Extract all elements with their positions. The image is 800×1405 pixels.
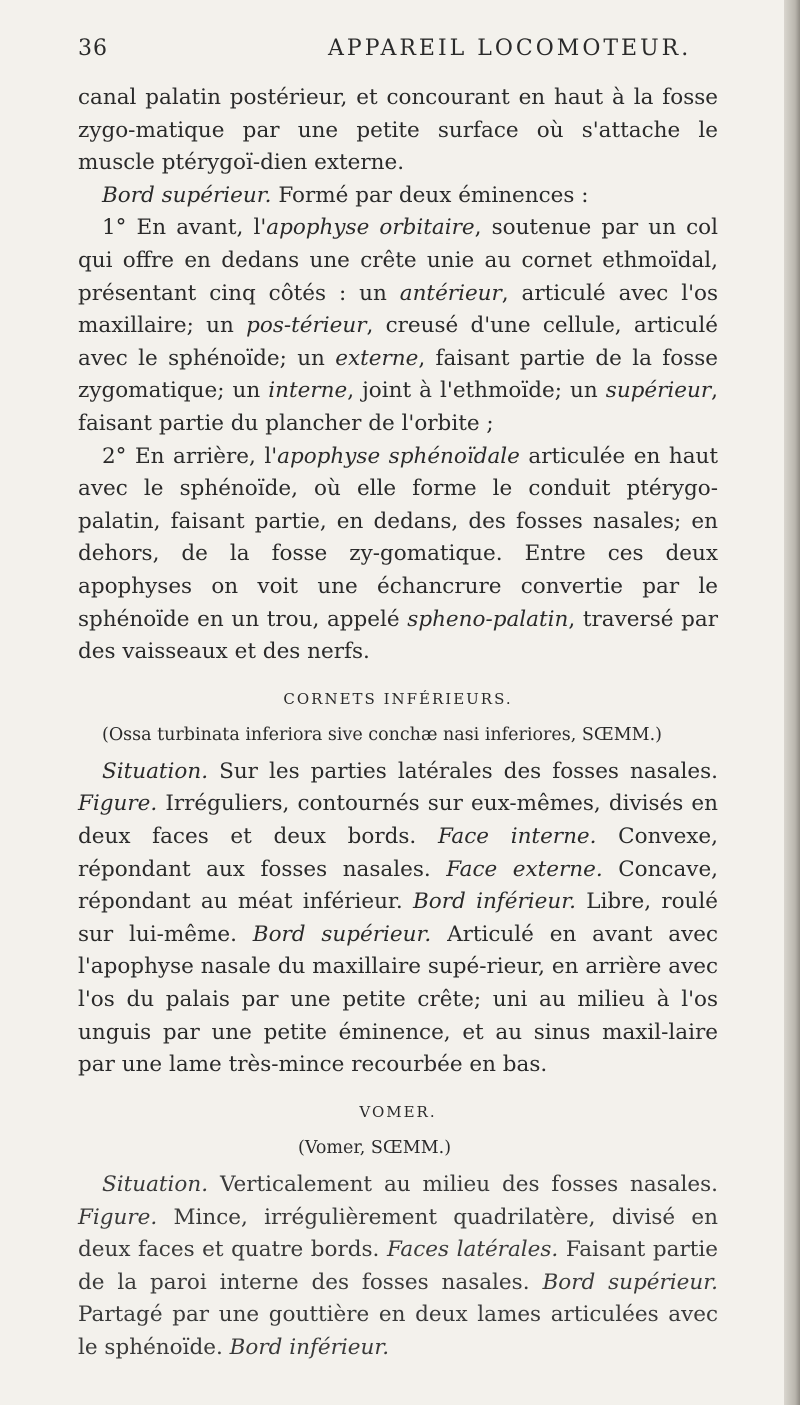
section-latin-vomer: (Vomer, SŒMM.)	[298, 1138, 452, 1159]
paragraph-cornets: Situation. Sur les parties latérales des fosses nasales. Figure. Irréguliers, contournés sur eux-mêmes, divisés en deux faces et deux bords. Face interne. Convexe, répondant aux fosses nasales. Face externe. Concave, répondant au méat inférieur. Bord inférieur. Libre, roulé sur lui-même. Bord supérieur. Articulé en avant avec l'apophyse nasale du maxillaire supé-rieur, en arrière avec l'os du palais par une petite crête; uni au milieu à l'os unguis par une petite éminence, et au sinus maxil-laire par une lame très-mince recourbée en bas.	[78, 758, 719, 1078]
section-latin-cornets: (Ossa turbinata inferiora sive conchæ nasi inferiores, SŒMM.)	[102, 725, 662, 746]
paragraph-continuation: canal palatin postérieur, et concourant en haut à la fosse zygo-matique par une petite surface où s'attache le muscle ptérygoï-dien externe.	[78, 85, 718, 176]
paragraph-bord-superieur: Bord supérieur. Formé par deux éminences :	[102, 182, 589, 208]
section-title-vomer: VOMER.	[359, 1102, 437, 1121]
term-apophyse-sphenoidale: apophyse sphénoïdale	[277, 443, 520, 469]
page-header	[78, 28, 718, 72]
term-apophyse-orbitaire: apophyse orbitaire	[266, 215, 475, 241]
paragraph-apophyse-sphenoidale: 2° En arrière, l'apophyse sphénoïdale articulée en haut avec le sphénoïde, où elle forme le conduit ptérygo-palatin, faisant partie, en dedans, des fosses nasales; en dehors, de la fosse zy-gomatique. Entre ces deux apophyses on voit une échancrure convertie par le sphénoïde en un trou, appelé spheno-palatin, traversé par des vaisseaux et des nerfs.	[78, 443, 718, 665]
paragraph-vomer: Situation. Verticalement au milieu des fosses nasales. Figure. Mince, irrégulièrement quadrilatère, divisé en deux faces et quatre bords. Faces latérales. Faisant partie de la paroi interne des fosses nasales. Bord supérieur. Partagé par une gouttière en deux lames articulées avec le sphénoïde. Bord inférieur.	[78, 1172, 718, 1360]
term-bord-superieur: Bord supérieur.	[102, 182, 272, 208]
paragraph-apophyse-orbitaire: 1° En avant, l'apophyse orbitaire, soutenue par un col qui offre en dedans une crête unie au cornet ethmoïdal, présentant cinq côtés : un antérieur, articulé avec l'os maxillaire; un pos-térieur, creusé d'une cellule, articulé avec le sphénoïde; un externe, faisant partie de la fosse zygomatique; un interne, joint à l'ethmoïde; un supérieur, faisant partie du plancher de l'orbite ;	[78, 215, 719, 436]
page-edge-shadow	[784, 0, 800, 1405]
running-title: APPAREIL LOCOMOTEUR.	[328, 36, 692, 61]
section-title-cornets: CORNETS INFÉRIEURS.	[283, 689, 513, 708]
page-body	[78, 82, 718, 1365]
page-number: 36	[78, 36, 108, 61]
